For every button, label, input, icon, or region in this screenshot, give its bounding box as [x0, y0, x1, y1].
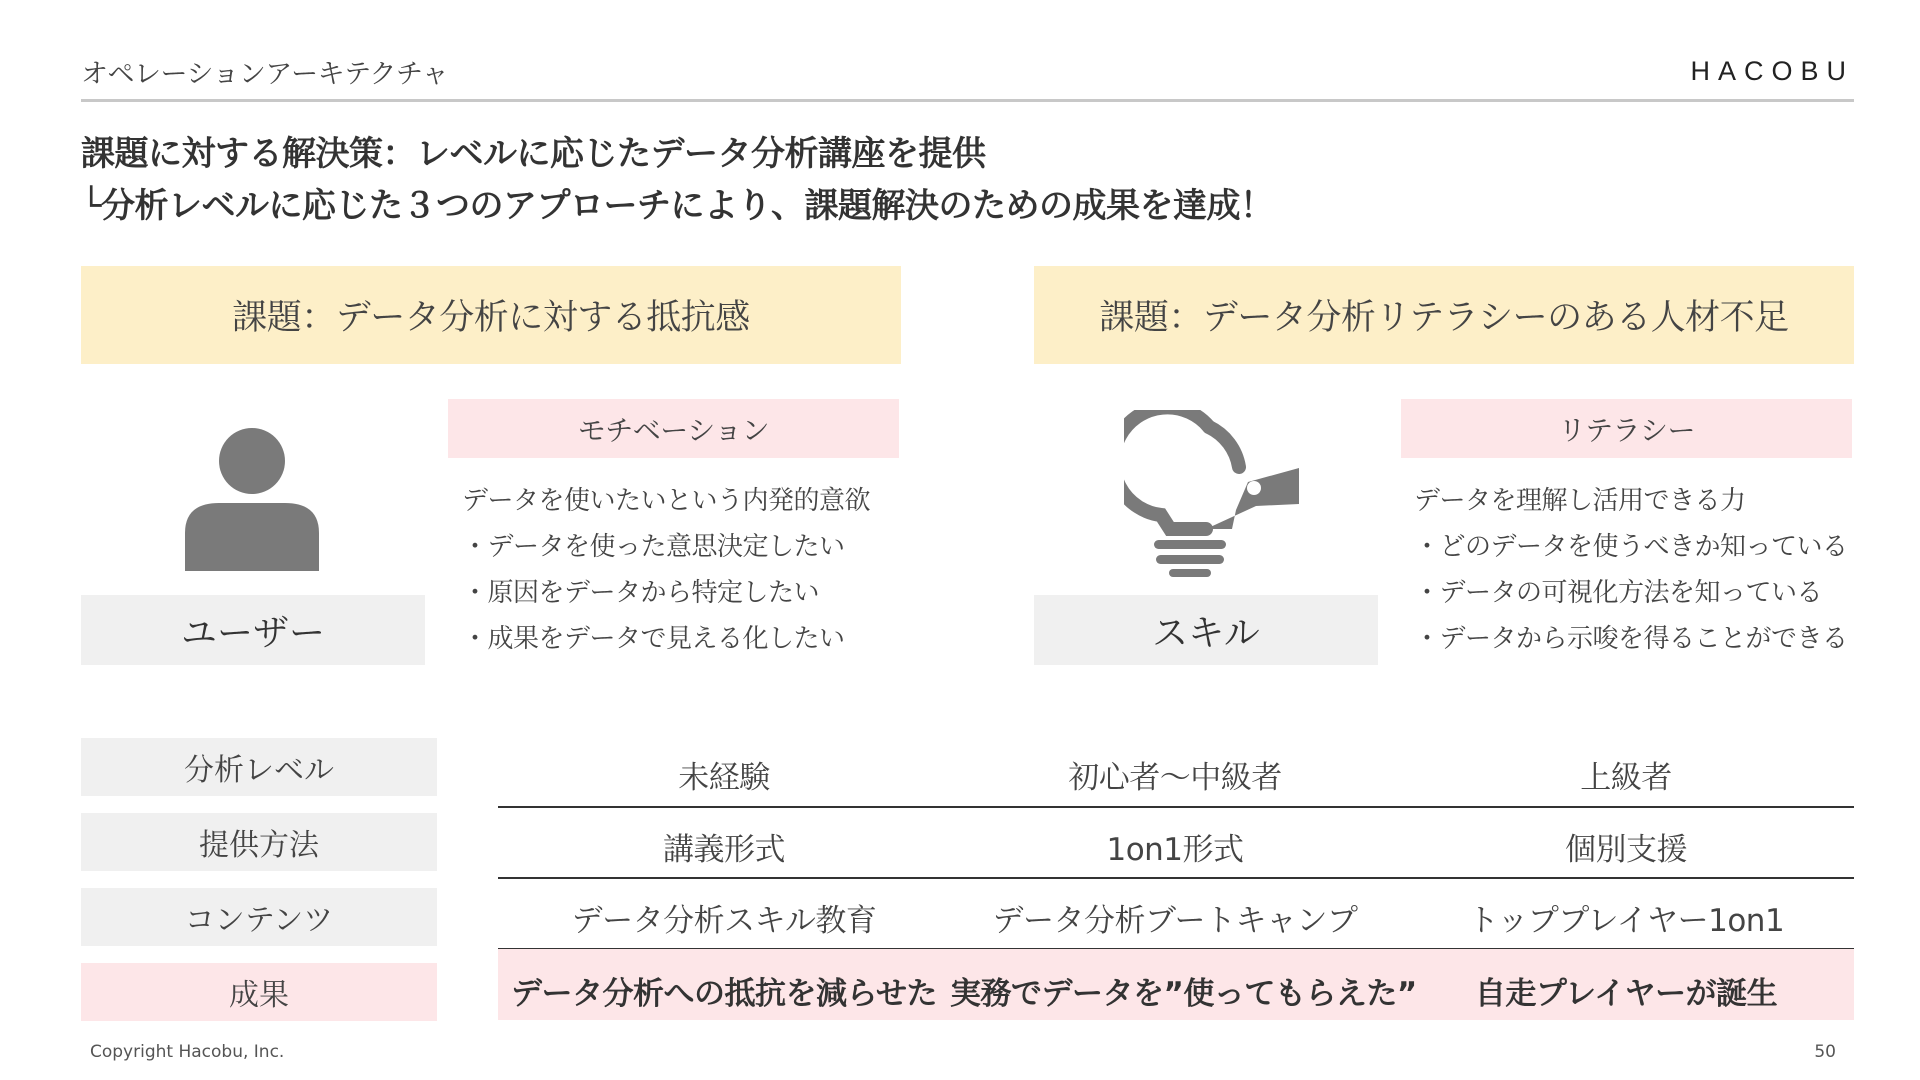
motivation-tag-text: モチベーション	[577, 413, 770, 447]
copyright: Copyright Hacobu, Inc.	[90, 1042, 285, 1062]
literacy-line: ・データから示唆を得ることができる	[1414, 624, 1848, 654]
issue-text-right: 課題：データ分析リテラシーのある人材不足	[1099, 298, 1789, 338]
issue-box-literacy	[1034, 266, 1854, 364]
table-divider	[498, 877, 1854, 879]
row-label-content: コンテンツ	[81, 888, 437, 946]
literacy-line: データを理解し活用できる力	[1414, 486, 1746, 516]
hacobu-logo	[1690, 54, 1854, 88]
motivation-line: ・成果をデータで見える化したい	[462, 624, 845, 654]
row-label-result: 成果	[81, 963, 437, 1021]
motivation-line: ・データを使った意思決定したい	[462, 532, 845, 562]
level-cell: 未経験	[678, 760, 770, 796]
motivation-description	[462, 478, 870, 662]
result-cell: データ分析への抵抗を減らせた	[510, 976, 938, 1012]
issue-text-left: 課題：データ分析に対する抵抗感	[232, 298, 750, 338]
user-label	[81, 595, 425, 665]
issue-box-resistance	[81, 266, 901, 364]
lightbulb-tag-icon	[1124, 410, 1299, 585]
row-label-method: 提供方法	[81, 813, 437, 871]
literacy-tag-text: リテラシー	[1558, 413, 1695, 447]
content-cell: データ分析スキル教育	[571, 903, 877, 939]
motivation-line: ・原因をデータから特定したい	[462, 578, 820, 608]
user-icon	[185, 425, 319, 571]
level-cell: 初心者～中級者	[1068, 760, 1282, 796]
headline-line-2: └分析レベルに応じた３つのアプローチにより、課題解決のための成果を達成！	[81, 186, 1274, 226]
method-cell: 講義形式	[663, 832, 785, 868]
literacy-line: ・どのデータを使うべきか知っている	[1414, 532, 1848, 562]
level-cell: 上級者	[1580, 760, 1672, 796]
literacy-tag	[1401, 399, 1852, 458]
user-label-text: ユーザー	[180, 612, 325, 654]
header-divider	[81, 99, 1854, 102]
content-cell: トッププレイヤー1on1	[1467, 903, 1785, 939]
method-cell: 個別支援	[1565, 832, 1687, 868]
table-divider	[498, 806, 1854, 808]
method-cell: 1on1形式	[1106, 832, 1244, 868]
logo-text: HACOBU	[1690, 55, 1854, 86]
literacy-description	[1414, 478, 1848, 662]
result-cell: 自走プレイヤーが誕生	[1474, 976, 1778, 1012]
motivation-tag	[448, 399, 899, 458]
headline-line-1: 課題に対する解決策：レベルに応じたデータ分析講座を提供	[81, 134, 986, 174]
motivation-line: データを使いたいという内発的意欲	[462, 486, 871, 516]
skill-label-text: スキル	[1152, 612, 1260, 654]
row-label-level: 分析レベル	[81, 738, 437, 796]
result-cell: 実務でデータを”使ってもらえた”	[950, 976, 1417, 1012]
section-title: オペレーションアーキテクチャ	[81, 59, 449, 90]
literacy-line: ・データの可視化方法を知っている	[1414, 578, 1823, 608]
page-number: 50	[1814, 1042, 1836, 1062]
content-cell: データ分析ブートキャンプ	[992, 903, 1358, 939]
skill-label	[1034, 595, 1378, 665]
